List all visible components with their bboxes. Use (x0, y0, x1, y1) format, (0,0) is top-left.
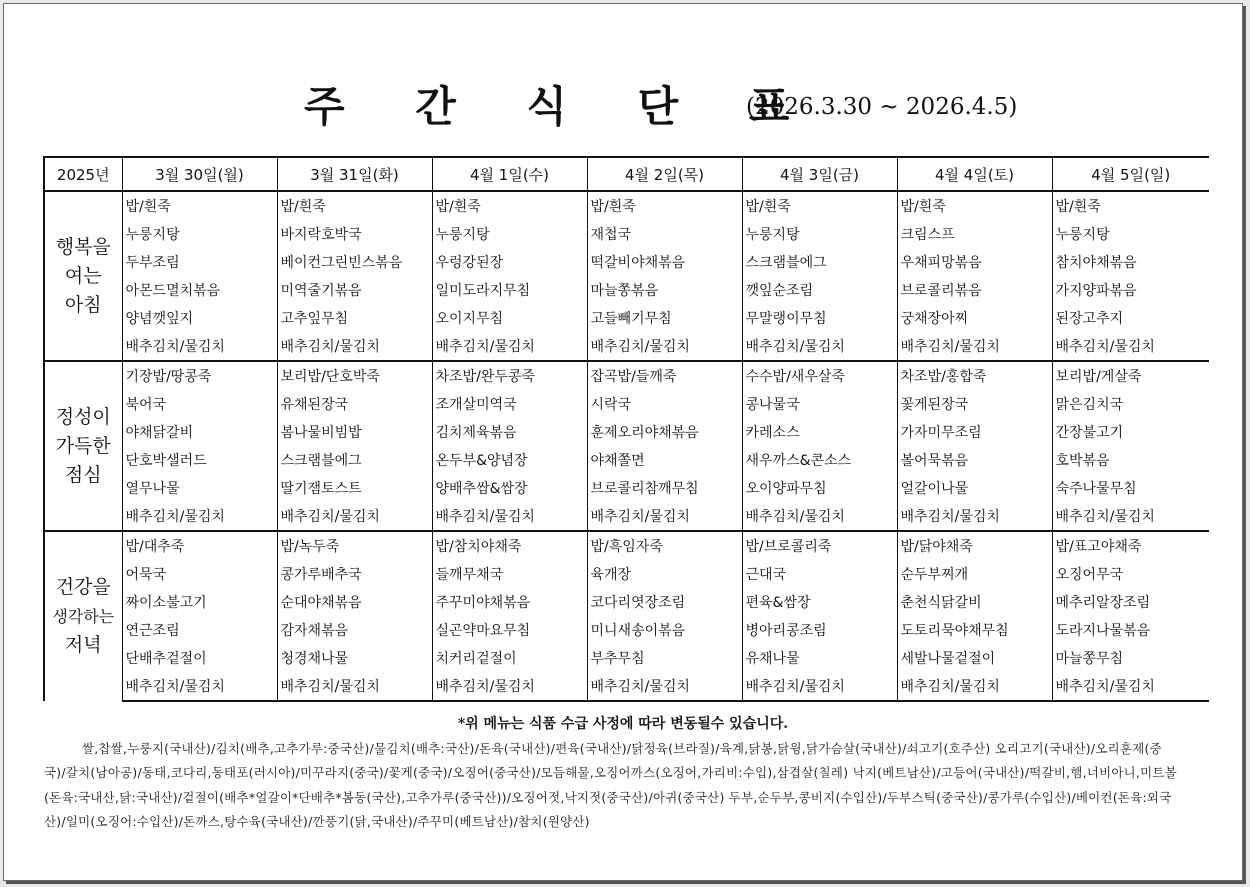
menu-cell: 순대야채볶음 (277, 588, 432, 616)
menu-cell: 맑은김치국 (1052, 390, 1209, 418)
menu-cell: 무말랭이무침 (742, 304, 897, 332)
menu-cell: 양념깻잎지 (122, 304, 277, 332)
meal-label (44, 531, 122, 701)
meal-label-line: 가득한 (55, 434, 111, 457)
menu-cell: 된장고추지 (1052, 304, 1209, 332)
menu-cell: 김치제육볶음 (432, 418, 587, 446)
day-header: 4월 1일(수) (432, 157, 587, 191)
table-row (44, 276, 1209, 304)
menu-cell: 훈제오리야채볶음 (587, 418, 742, 446)
menu-cell: 배추김치/물김치 (587, 332, 742, 361)
menu-cell: 시락국 (587, 390, 742, 418)
menu-cell: 참치야채볶음 (1052, 248, 1209, 276)
menu-cell: 배추김치/물김치 (122, 502, 277, 531)
menu-cell: 브로콜리볶음 (897, 276, 1052, 304)
menu-cell: 유채된장국 (277, 390, 432, 418)
menu-cell: 재첩국 (587, 220, 742, 248)
menu-cell: 고들빼기무침 (587, 304, 742, 332)
menu-cell: 스크램블에그 (742, 248, 897, 276)
table-row (44, 418, 1209, 446)
table-row (44, 502, 1209, 531)
menu-cell: 크림스프 (897, 220, 1052, 248)
menu-cell: 북어국 (122, 390, 277, 418)
menu-cell: 브로콜리참깨무침 (587, 474, 742, 502)
menu-cell: 떡갈비야채볶음 (587, 248, 742, 276)
menu-cell: 깻잎순조림 (742, 276, 897, 304)
menu-cell: 가자미무조림 (897, 418, 1052, 446)
menu-cell: 호박볶음 (1052, 446, 1209, 474)
menu-cell: 온두부&양념장 (432, 446, 587, 474)
menu-cell: 배추김치/물김치 (122, 672, 277, 701)
menu-cell: 배추김치/물김치 (432, 332, 587, 361)
menu-cell: 마늘쫑볶음 (587, 276, 742, 304)
meal-label (44, 191, 122, 361)
menu-cell: 베이컨그린빈스볶음 (277, 248, 432, 276)
menu-cell: 조개살미역국 (432, 390, 587, 418)
menu-cell: 봄나물비빔밥 (277, 418, 432, 446)
menu-cell: 세발나물겉절이 (897, 644, 1052, 672)
table-row (44, 248, 1209, 276)
menu-cell: 배추김치/물김치 (897, 332, 1052, 361)
menu-cell: 밥/흰죽 (432, 191, 587, 220)
page-title: 주 간 식 단 표 (304, 82, 818, 131)
menu-cell: 도토리묵야채무침 (897, 616, 1052, 644)
menu-cell: 병아리콩조림 (742, 616, 897, 644)
menu-cell: 실곤약마요무침 (432, 616, 587, 644)
menu-cell: 잡곡밥/들깨죽 (587, 361, 742, 390)
menu-cell: 배추김치/물김치 (277, 502, 432, 531)
menu-cell: 누룽지탕 (742, 220, 897, 248)
menu-cell: 꽃게된장국 (897, 390, 1052, 418)
menu-cell: 청경채나물 (277, 644, 432, 672)
menu-cell: 배추김치/물김치 (277, 672, 432, 701)
menu-cell: 부추무침 (587, 644, 742, 672)
menu-cell: 춘천식닭갈비 (897, 588, 1052, 616)
day-header: 4월 5일(일) (1052, 157, 1209, 191)
menu-cell: 보리밥/게살죽 (1052, 361, 1209, 390)
menu-cell: 바지락호박국 (277, 220, 432, 248)
menu-cell: 배추김치/물김치 (742, 502, 897, 531)
menu-cell: 밥/흰죽 (1052, 191, 1209, 220)
menu-cell: 누룽지탕 (1052, 220, 1209, 248)
table-row (44, 616, 1209, 644)
origin-info: 쌀,찹쌀,누룽지(국내산)/김치(배추,고추가루:중국산)/물김치(배추:국산)/돈육(국내산)/편육(국내산)/닭정육(브라질)/육계,닭봉,닭윙,닭가슴살(국내산)/쇠고기(호주산) 오리고기(국내산)/오리훈제(중국)/갈치(남아공)/동태,코다리,동태포(러시아)/미꾸라지(중국)/꽃게(중국)/오징어(중국산)/모듬해물,오징어까스(오징어,가리비:수입),삼겹살(칠레) 낙지(베트남산)/고등어(국내산)/떡갈비,햄,너비아니,미트볼(돈육:국내산,닭:국내산)/겉절이(배추*얼갈이*단배추*봄동(국산),고추가루(중국산))/오징어젓,낙지젓(중국산)/아귀(중국산) 두부,순두부,콩비지(수입산)/두부스틱(중국산)/콩가루(수입산)/베이컨(돈육:외국산)/일미(오징어:수입산)/돈까스,탕수육(국내산)/깐풍기(닭,국내산)/주꾸미(베트남산)/참치(원양산) (44, 741, 1177, 830)
table-row (44, 220, 1209, 248)
menu-cell: 두부조림 (122, 248, 277, 276)
menu-cell: 밥/흑임자죽 (587, 531, 742, 560)
table-row (44, 191, 1209, 220)
table-row (44, 474, 1209, 502)
meal-label-line: 생각하는 (52, 607, 115, 626)
meal-label-line: 정성이 (55, 405, 111, 428)
menu-cell: 밥/참치야채죽 (432, 531, 587, 560)
menu-cell: 밥/흰죽 (277, 191, 432, 220)
menu-cell: 순두부찌개 (897, 560, 1052, 588)
menu-cell: 양배추쌈&쌈장 (432, 474, 587, 502)
menu-cell: 도라지나물볶음 (1052, 616, 1209, 644)
menu-cell: 야채닭갈비 (122, 418, 277, 446)
day-header: 4월 2일(목) (587, 157, 742, 191)
menu-cell: 밥/흰죽 (897, 191, 1052, 220)
menu-cell: 배추김치/물김치 (122, 332, 277, 361)
menu-cell: 단호박샐러드 (122, 446, 277, 474)
menu-period: (2026.3.30 ~ 2026.4.5) (746, 94, 1018, 120)
menu-cell: 단배추겉절이 (122, 644, 277, 672)
menu-cell: 새우까스&콘소스 (742, 446, 897, 474)
menu-cell: 차조밥/완두콩죽 (432, 361, 587, 390)
menu-cell: 카레소스 (742, 418, 897, 446)
meal-label-line: 여는 (64, 264, 102, 287)
menu-cell: 숙주나물무침 (1052, 474, 1209, 502)
menu-body (44, 191, 1209, 701)
meal-label-line: 건강을 (55, 576, 111, 598)
menu-cell: 배추김치/물김치 (587, 502, 742, 531)
menu-cell: 배추김치/물김치 (432, 672, 587, 701)
menu-cell: 배추김치/물김치 (277, 332, 432, 361)
menu-cell: 밥/브로콜리죽 (742, 531, 897, 560)
menu-cell: 밥/녹두죽 (277, 531, 432, 560)
menu-cell: 코다리엿장조림 (587, 588, 742, 616)
menu-cell: 들깨무채국 (432, 560, 587, 588)
menu-cell: 배추김치/물김치 (1052, 672, 1209, 701)
menu-cell: 밥/대추죽 (122, 531, 277, 560)
menu-cell: 오징어무국 (1052, 560, 1209, 588)
menu-cell: 마늘쫑무침 (1052, 644, 1209, 672)
weekly-menu-table (43, 156, 1209, 702)
menu-cell: 열무나물 (122, 474, 277, 502)
menu-cell: 콩가루배추국 (277, 560, 432, 588)
menu-cell: 아몬드멸치볶음 (122, 276, 277, 304)
menu-cell: 딸기잼토스트 (277, 474, 432, 502)
menu-cell: 유채나물 (742, 644, 897, 672)
meal-label-line: 행복을 (55, 235, 111, 258)
table-row (44, 332, 1209, 361)
table-row (44, 560, 1209, 588)
menu-cell: 스크램블에그 (277, 446, 432, 474)
meal-label-line: 아침 (64, 293, 102, 316)
menu-cell: 배추김치/물김치 (587, 672, 742, 701)
menu-cell: 근대국 (742, 560, 897, 588)
table-row (44, 390, 1209, 418)
menu-cell: 누룽지탕 (122, 220, 277, 248)
day-header: 4월 4일(토) (897, 157, 1052, 191)
meal-label-line: 점심 (64, 463, 102, 486)
menu-cell: 치커리겉절이 (432, 644, 587, 672)
menu-cell: 연근조림 (122, 616, 277, 644)
menu-cell: 우렁강된장 (432, 248, 587, 276)
header-row (44, 157, 1209, 191)
table-row (44, 644, 1209, 672)
menu-cell: 기장밥/땅콩죽 (122, 361, 277, 390)
menu-cell: 간장불고기 (1052, 418, 1209, 446)
day-header: 3월 31일(화) (277, 157, 432, 191)
menu-cell: 차조밥/홍합죽 (897, 361, 1052, 390)
menu-cell: 수수밥/새우살죽 (742, 361, 897, 390)
menu-cell: 오이지무침 (432, 304, 587, 332)
menu-cell: 배추김치/물김치 (742, 672, 897, 701)
menu-cell: 미역줄기볶음 (277, 276, 432, 304)
menu-cell: 얼갈이나물 (897, 474, 1052, 502)
menu-cell: 주꾸미야채볶음 (432, 588, 587, 616)
menu-cell: 배추김치/물김치 (897, 502, 1052, 531)
menu-cell: 어묵국 (122, 560, 277, 588)
day-header: 4월 3일(금) (742, 157, 897, 191)
menu-cell: 가지양파볶음 (1052, 276, 1209, 304)
menu-cell: 고추잎무침 (277, 304, 432, 332)
menu-cell: 궁채장아찌 (897, 304, 1052, 332)
menu-cell: 우채피망볶음 (897, 248, 1052, 276)
menu-cell: 보리밥/단호박죽 (277, 361, 432, 390)
menu-cell: 배추김치/물김치 (432, 502, 587, 531)
menu-cell: 짜이소불고기 (122, 588, 277, 616)
menu-cell: 누룽지탕 (432, 220, 587, 248)
menu-cell: 배추김치/물김치 (1052, 502, 1209, 531)
menu-cell: 배추김치/물김치 (1052, 332, 1209, 361)
meal-label (44, 361, 122, 531)
menu-cell: 밥/흰죽 (122, 191, 277, 220)
menu-cell: 밥/표고야채죽 (1052, 531, 1209, 560)
menu-cell: 밥/닭야채죽 (897, 531, 1052, 560)
menu-cell: 밥/흰죽 (742, 191, 897, 220)
table-row (44, 304, 1209, 332)
meal-label-line: 저녁 (64, 634, 102, 656)
menu-page (3, 3, 1243, 881)
day-header: 3월 30일(월) (122, 157, 277, 191)
menu-cell: 배추김치/물김치 (897, 672, 1052, 701)
menu-cell: 미니새송이볶음 (587, 616, 742, 644)
table-row (44, 361, 1209, 390)
table-row (44, 531, 1209, 560)
menu-cell: 메추리알장조림 (1052, 588, 1209, 616)
menu-cell: 밥/흰죽 (587, 191, 742, 220)
menu-cell: 오이양파무침 (742, 474, 897, 502)
menu-cell: 볼어묵볶음 (897, 446, 1052, 474)
menu-cell: 야채쫄면 (587, 446, 742, 474)
menu-cell: 육개장 (587, 560, 742, 588)
menu-cell: 편육&쌈장 (742, 588, 897, 616)
menu-cell: 감자채볶음 (277, 616, 432, 644)
year-header: 2025년 (44, 157, 122, 191)
table-row (44, 672, 1209, 701)
change-notice: *위 메뉴는 식품 수급 사정에 따라 변동될수 있습니다. (457, 716, 789, 732)
table-row (44, 588, 1209, 616)
menu-cell: 콩나물국 (742, 390, 897, 418)
table-row (44, 446, 1209, 474)
menu-cell: 일미도라지무침 (432, 276, 587, 304)
menu-cell: 배추김치/물김치 (742, 332, 897, 361)
